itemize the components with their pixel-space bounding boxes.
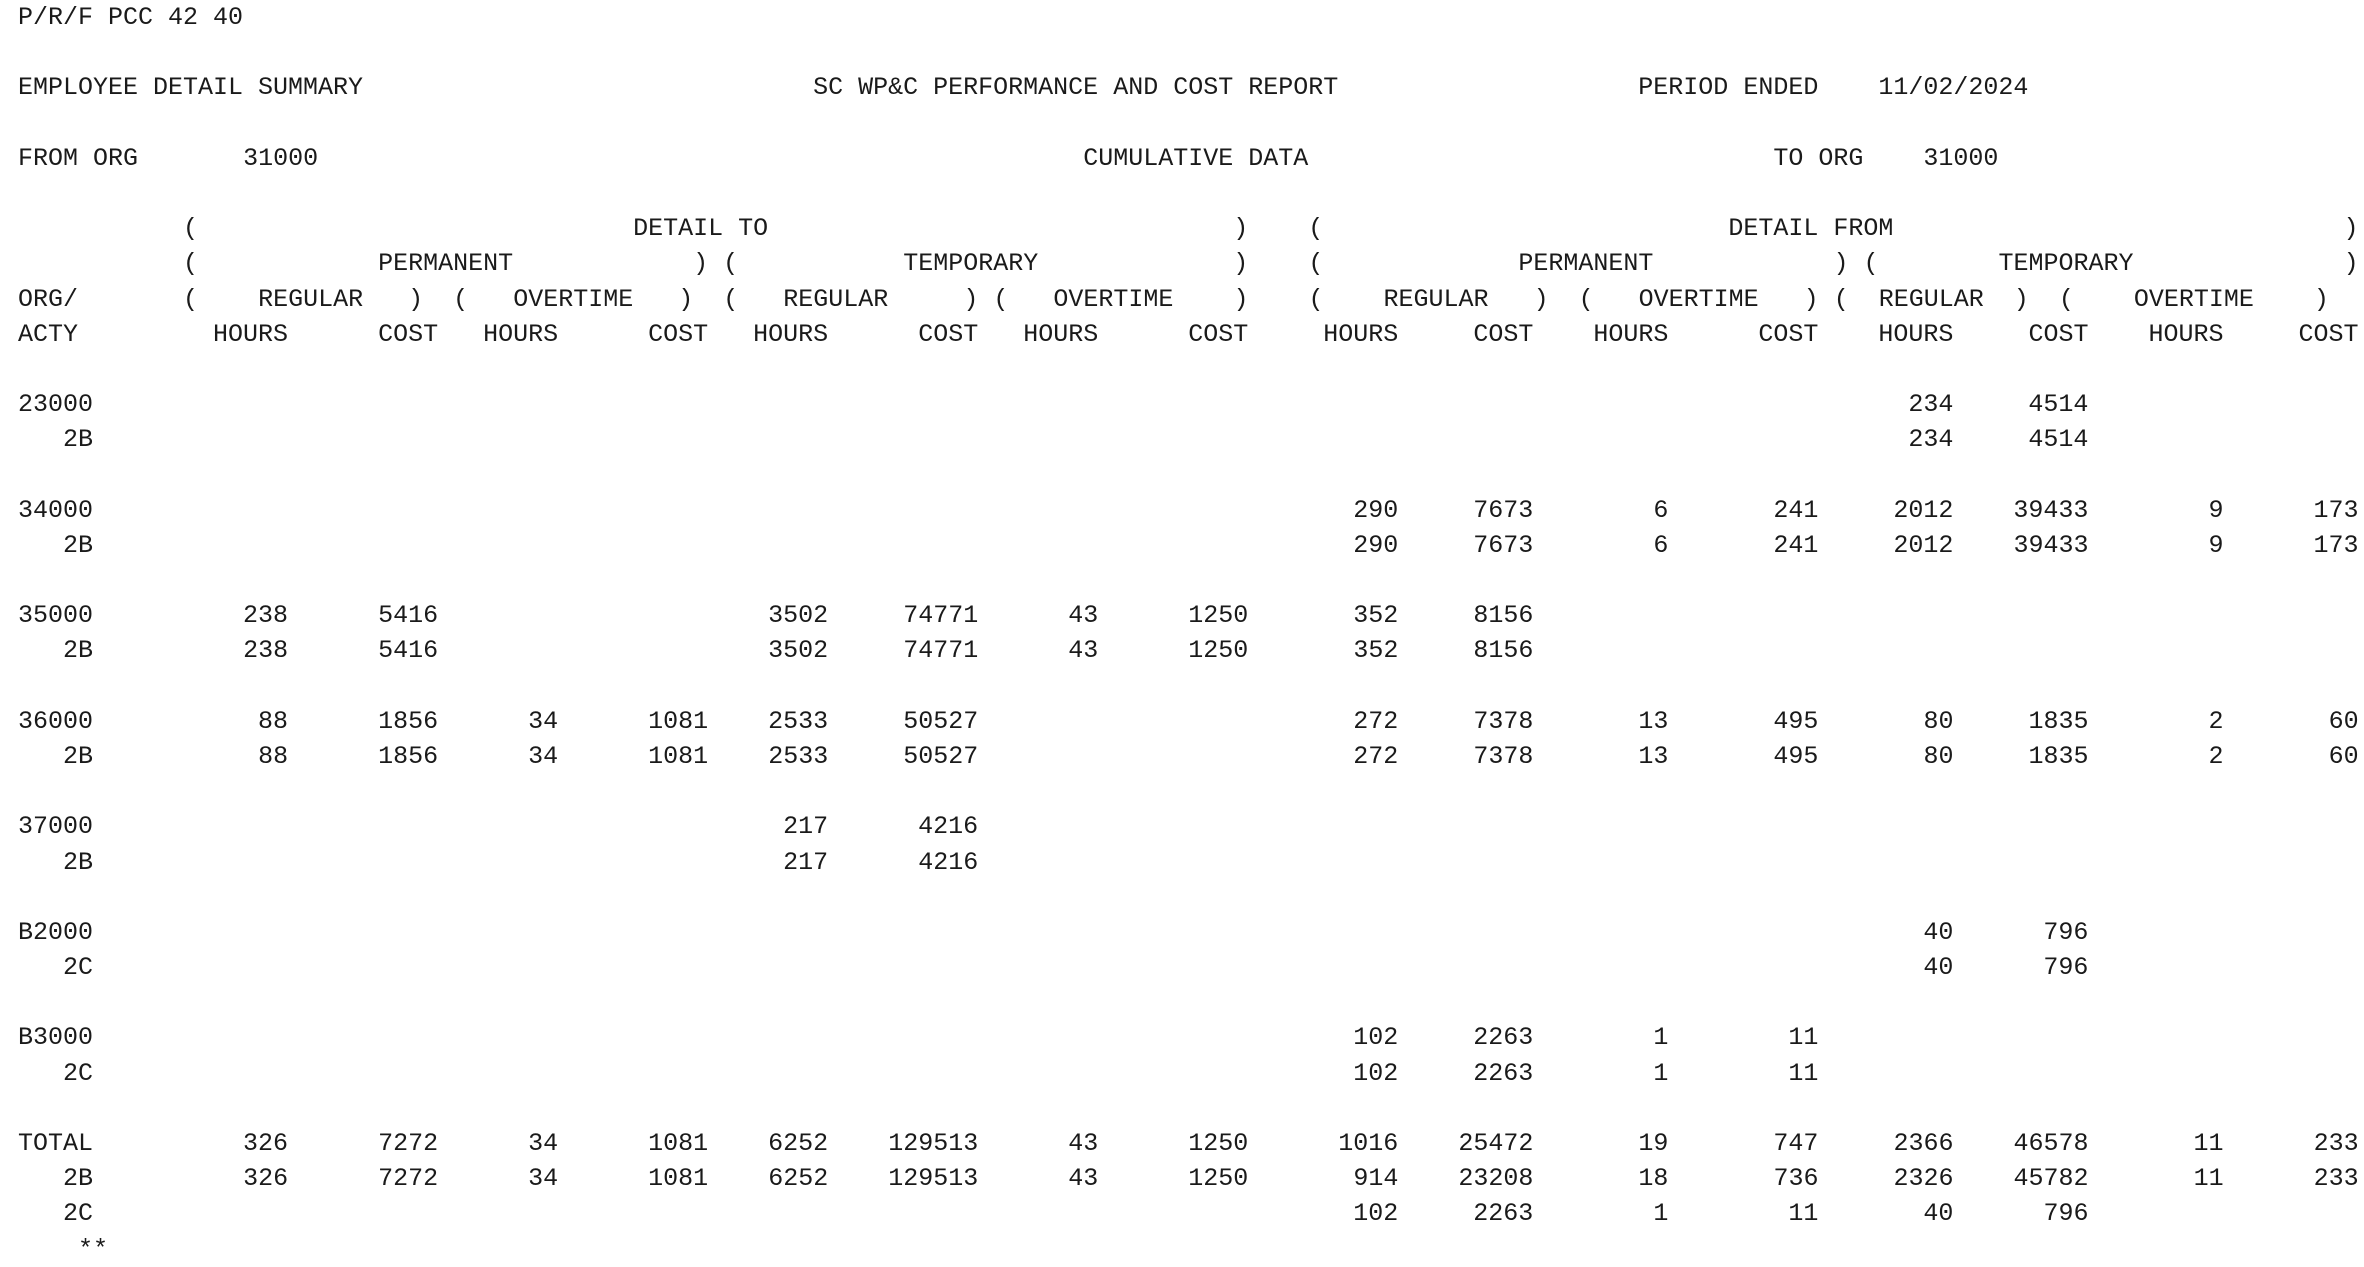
- cost-value: 1250: [1188, 601, 1249, 631]
- cost-value: 736: [1773, 1164, 1819, 1194]
- cost-value: 241: [1773, 495, 1819, 525]
- from-org-label: FROM ORG: [18, 143, 139, 173]
- header-temporary-to: TEMPORARY: [903, 249, 1039, 279]
- cost-value: 8156: [1473, 636, 1534, 666]
- cost-value: 4216: [918, 847, 979, 877]
- hours-value: 234: [1908, 425, 1954, 455]
- hours-value: 34: [528, 1129, 559, 1158]
- hours-value: 102: [1353, 1023, 1399, 1053]
- header-regular-1: REGULAR: [783, 284, 889, 314]
- blank-line: [18, 35, 2359, 70]
- activity-row: [18, 528, 2359, 563]
- org-row: [18, 704, 2359, 739]
- hours-value: 88: [258, 706, 289, 736]
- header-hours: HOURS: [753, 319, 829, 349]
- cost-value: 60: [2328, 706, 2359, 736]
- report-printout: [18, 0, 2359, 1267]
- header-row-pay-type: ORG/ ( REGULAR ) ( OVERTIME ) ( REGULAR ) ( OVERTIME ) ( REGULAR ) ( OVERTIME ) ( REGULAR ) ( OVERTIME ): [18, 284, 2329, 314]
- cost-value: 39433: [2013, 530, 2089, 560]
- hours-value: 6: [1653, 530, 1669, 560]
- hours-value: 1: [1653, 1058, 1669, 1088]
- header-cost: COST: [1188, 319, 1249, 349]
- header-detail-from: DETAIL FROM: [1728, 214, 1894, 244]
- header-hours: HOURS: [1023, 319, 1099, 349]
- hours-value: 13: [1638, 741, 1669, 771]
- org-range-line: [18, 141, 2359, 176]
- cost-value: 23208: [1458, 1164, 1534, 1194]
- header-row-measure: [18, 317, 2359, 352]
- hours-value: 352: [1353, 636, 1399, 666]
- hours-value: 40: [1923, 917, 1954, 947]
- header-overtime-1: OVERTIME: [1053, 284, 1174, 314]
- cost-value: 173: [2313, 495, 2359, 525]
- hours-value: 234: [1908, 390, 1954, 420]
- to-org-label: TO ORG: [1773, 143, 1864, 173]
- header-permanent-from: PERMANENT: [1518, 249, 1654, 279]
- hours-value: 1: [1653, 1023, 1669, 1053]
- cost-value: 74771: [903, 601, 979, 631]
- hours-value: 2326: [1893, 1164, 1954, 1194]
- header-cost: COST: [1758, 319, 1819, 349]
- hours-value: 2533: [768, 706, 829, 736]
- org-row: [18, 1020, 2359, 1055]
- hours-value: 2366: [1893, 1129, 1954, 1158]
- hours-value: 326: [243, 1129, 289, 1158]
- activity-code: 2B: [63, 741, 94, 771]
- blank-line: [18, 106, 2359, 141]
- header-hours: HOURS: [1593, 319, 1669, 349]
- cost-value: 11: [1788, 1023, 1819, 1053]
- header-row-detail: ( DETAIL TO ) ( DETAIL FROM ): [183, 214, 2359, 244]
- cost-value: 1081: [648, 741, 709, 771]
- cost-value: 1835: [2028, 741, 2089, 771]
- hours-value: 40: [1923, 953, 1954, 983]
- report-title: SC WP&C PERFORMANCE AND COST REPORT: [813, 73, 1339, 103]
- org-code: 23000: [18, 390, 94, 420]
- hours-value: 238: [243, 636, 289, 666]
- hours-value: 19: [1638, 1129, 1669, 1158]
- cost-value: 2263: [1473, 1199, 1534, 1229]
- report-section-title: EMPLOYEE DETAIL SUMMARY: [18, 73, 364, 103]
- cost-value: 4216: [918, 812, 979, 842]
- cost-value: 2263: [1473, 1023, 1534, 1053]
- hours-value: 43: [1068, 1164, 1099, 1194]
- header-hours: HOURS: [483, 319, 559, 349]
- hours-value: 9: [2208, 530, 2224, 560]
- header-regular-3: REGULAR: [1878, 284, 1984, 314]
- cost-value: 1250: [1188, 1164, 1249, 1194]
- hours-value: 2012: [1893, 495, 1954, 525]
- cost-value: 1856: [378, 706, 439, 736]
- hours-value: 6252: [768, 1164, 829, 1194]
- header-overtime-0: OVERTIME: [513, 284, 634, 314]
- hours-value: 3502: [768, 636, 829, 666]
- cost-value: 7673: [1473, 495, 1534, 525]
- blank-line: [18, 352, 2359, 387]
- cost-value: 5416: [378, 601, 439, 631]
- hours-value: 217: [783, 812, 829, 842]
- period-label: PERIOD ENDED: [1638, 73, 1819, 103]
- hours-value: 914: [1353, 1164, 1399, 1194]
- header-cost: COST: [378, 319, 439, 349]
- hours-value: 43: [1068, 636, 1099, 666]
- hours-value: 2012: [1893, 530, 1954, 560]
- hours-value: 238: [243, 601, 289, 631]
- activity-code: 2B: [63, 425, 94, 455]
- hours-value: 80: [1923, 706, 1954, 736]
- org-code: 37000: [18, 812, 94, 842]
- activity-row: [18, 739, 2359, 774]
- activity-code: 2C: [63, 953, 94, 983]
- cost-value: 50527: [903, 741, 979, 771]
- org-code: B3000: [18, 1023, 94, 1053]
- activity-row: [18, 845, 2359, 880]
- activity-row: [18, 950, 2359, 985]
- cost-value: 2263: [1473, 1058, 1534, 1088]
- hours-value: 352: [1353, 601, 1399, 631]
- hours-value: 13: [1638, 706, 1669, 736]
- activity-code: 2C: [63, 1058, 94, 1088]
- blank-line: [18, 985, 2359, 1020]
- blank-line: [18, 774, 2359, 809]
- header-temporary-from: TEMPORARY: [1998, 249, 2134, 279]
- cost-value: 50527: [903, 706, 979, 736]
- cost-value: 495: [1773, 706, 1819, 736]
- hours-value: 88: [258, 741, 289, 771]
- hours-value: 3502: [768, 601, 829, 631]
- period-date: 11/02/2024: [1878, 73, 2029, 103]
- activity-code: 2B: [63, 1164, 94, 1194]
- activity-code: 2B: [63, 847, 94, 877]
- cost-value: 45782: [2013, 1164, 2089, 1194]
- hours-value: 272: [1353, 741, 1399, 771]
- blank-line: [18, 563, 2359, 598]
- cost-value: 796: [2043, 917, 2089, 947]
- hours-value: 2533: [768, 741, 829, 771]
- hours-value: 40: [1923, 1199, 1954, 1229]
- org-code: TOTAL: [18, 1129, 94, 1158]
- activity-row: [18, 633, 2359, 668]
- cost-value: 233: [2313, 1164, 2359, 1194]
- cost-value: 796: [2043, 1199, 2089, 1229]
- activity-code: 2B: [63, 530, 94, 560]
- total-activity-row: [18, 1161, 2359, 1196]
- cost-value: 7378: [1473, 706, 1534, 736]
- header-cost: COST: [648, 319, 709, 349]
- header-cost: COST: [2298, 319, 2359, 349]
- header-detail-to: DETAIL TO: [633, 214, 769, 244]
- cost-value: 1250: [1188, 636, 1249, 666]
- org-code: 34000: [18, 495, 94, 525]
- hours-value: 9: [2208, 495, 2224, 525]
- hours-value: 34: [528, 1164, 559, 1194]
- hours-value: 217: [783, 847, 829, 877]
- end-marker: **: [78, 1234, 109, 1264]
- header-hours: HOURS: [1323, 319, 1399, 349]
- total-activity-row: [18, 1196, 2359, 1231]
- cost-value: 129513: [888, 1129, 979, 1158]
- hours-value: 11: [2193, 1129, 2224, 1158]
- header-acty: ACTY: [18, 319, 79, 349]
- hours-value: 34: [528, 706, 559, 736]
- hours-value: 18: [1638, 1164, 1669, 1194]
- to-org-value: 31000: [1923, 143, 1999, 173]
- cost-value: 7378: [1473, 741, 1534, 771]
- total-row: [18, 1126, 2359, 1161]
- cost-value: 39433: [2013, 495, 2089, 525]
- org-code: 36000: [18, 706, 94, 736]
- hours-value: 2: [2208, 741, 2224, 771]
- cost-value: 1856: [378, 741, 439, 771]
- cost-value: 46578: [2013, 1129, 2089, 1158]
- header-permanent-to: PERMANENT: [378, 249, 514, 279]
- hours-value: 6: [1653, 495, 1669, 525]
- blank-line: [18, 1091, 2359, 1126]
- cost-value: 495: [1773, 741, 1819, 771]
- cumulative-data-label: CUMULATIVE DATA: [1083, 143, 1309, 173]
- header-overtime-3: OVERTIME: [2133, 284, 2254, 314]
- from-org-value: 31000: [243, 143, 319, 173]
- hours-value: 102: [1353, 1199, 1399, 1229]
- cost-value: 796: [2043, 953, 2089, 983]
- cost-value: 60: [2328, 741, 2359, 771]
- org-code: 35000: [18, 601, 94, 631]
- blank-line: [18, 457, 2359, 492]
- header-regular-2: REGULAR: [1383, 284, 1489, 314]
- report-id: P/R/F PCC 42 40: [18, 3, 244, 32]
- cost-value: 1081: [648, 706, 709, 736]
- blank-line: [18, 880, 2359, 915]
- hours-value: 326: [243, 1164, 289, 1194]
- cost-value: 129513: [888, 1164, 979, 1194]
- cost-value: 7272: [378, 1129, 439, 1158]
- org-row: [18, 598, 2359, 633]
- cost-value: 173: [2313, 530, 2359, 560]
- header-hours: HOURS: [2148, 319, 2224, 349]
- end-marker-line: [18, 1232, 2359, 1267]
- blank-line: [18, 669, 2359, 704]
- org-row: [18, 493, 2359, 528]
- hours-value: 290: [1353, 530, 1399, 560]
- cost-value: 11: [1788, 1199, 1819, 1229]
- header-cost: COST: [1473, 319, 1534, 349]
- report-id-line: [18, 0, 2359, 35]
- cost-value: 1081: [648, 1164, 709, 1194]
- cost-value: 74771: [903, 636, 979, 666]
- hours-value: 290: [1353, 495, 1399, 525]
- header-cost: COST: [918, 319, 979, 349]
- hours-value: 272: [1353, 706, 1399, 736]
- blank-line: [18, 176, 2359, 211]
- hours-value: 43: [1068, 1129, 1099, 1158]
- org-row: [18, 387, 2359, 422]
- hours-value: 1016: [1338, 1129, 1399, 1158]
- title-line: [18, 70, 2359, 105]
- cost-value: 241: [1773, 530, 1819, 560]
- cost-value: 7673: [1473, 530, 1534, 560]
- hours-value: 11: [2193, 1164, 2224, 1194]
- header-cost: COST: [2028, 319, 2089, 349]
- cost-value: 1835: [2028, 706, 2089, 736]
- cost-value: 25472: [1458, 1129, 1534, 1158]
- cost-value: 7272: [378, 1164, 439, 1194]
- cost-value: 1250: [1188, 1129, 1249, 1158]
- activity-row: [18, 1056, 2359, 1091]
- header-hours: HOURS: [1878, 319, 1954, 349]
- cost-value: 1081: [648, 1129, 709, 1158]
- org-row: [18, 915, 2359, 950]
- header-hours: HOURS: [213, 319, 289, 349]
- cost-value: 11: [1788, 1058, 1819, 1088]
- cost-value: 4514: [2028, 390, 2089, 420]
- activity-code: 2B: [63, 636, 94, 666]
- org-code: B2000: [18, 917, 94, 947]
- header-overtime-2: OVERTIME: [1638, 284, 1759, 314]
- hours-value: 6252: [768, 1129, 829, 1158]
- cost-value: 4514: [2028, 425, 2089, 455]
- activity-code: 2C: [63, 1199, 94, 1229]
- org-row: [18, 809, 2359, 844]
- cost-value: 233: [2313, 1129, 2359, 1158]
- hours-value: 34: [528, 741, 559, 771]
- hours-value: 1: [1653, 1199, 1669, 1229]
- cost-value: 5416: [378, 636, 439, 666]
- hours-value: 102: [1353, 1058, 1399, 1088]
- hours-value: 43: [1068, 601, 1099, 631]
- activity-row: [18, 422, 2359, 457]
- cost-value: 747: [1773, 1129, 1819, 1158]
- header-row-employment-type: ( PERMANENT ) ( TEMPORARY ) ( PERMANENT ) ( TEMPORARY ): [183, 249, 2359, 279]
- header-org: ORG/: [18, 284, 79, 314]
- header-regular-0: REGULAR: [258, 284, 364, 314]
- hours-value: 80: [1923, 741, 1954, 771]
- hours-value: 2: [2208, 706, 2224, 736]
- cost-value: 8156: [1473, 601, 1534, 631]
